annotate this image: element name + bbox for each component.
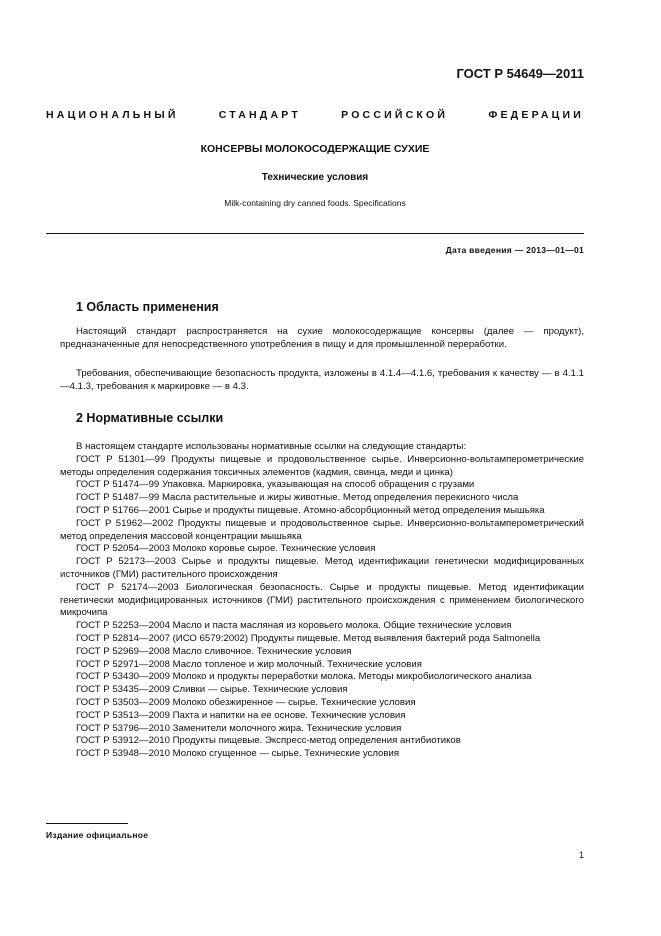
reference-item [60,492,584,505]
reference-code: ГОСТ Р 51962—2002 [76,517,174,529]
reference-title: Молоко коровье сырое. Технические условия [172,543,376,555]
reference-title: Продукты пищевые и продовольственное сырье. Инверсионно-вольтамперометрический метод определения массовой концентрации мышьяка [60,517,584,542]
reference-code: ГОСТ Р 52253—2004 [76,620,170,632]
reference-item [60,710,584,723]
reference-title: Заменители молочного жира. Технические условия [172,722,402,734]
reference-title: Масла растительные и жиры животные. Метод определения перекисного числа [161,492,519,504]
reference-code: ГОСТ Р 53912—2010 [76,735,170,747]
page-number: 1 [578,850,584,860]
reference-title: Упаковка. Маркировка, указывающая на способ обращения с грузами [161,479,475,491]
reference-title: Молоко сгущенное — сырье. Технические условия [172,748,400,760]
reference-item [60,620,584,633]
reference-item [60,735,584,748]
reference-item [60,582,584,620]
reference-title: Масло сливочное. Технические условия [172,645,352,657]
section-1-paragraph-2 [60,368,584,394]
reference-title: Масло топленое и жир молочный. Технические условия [172,658,422,670]
reference-items [60,454,584,761]
reference-title: Сырье и продукты пищевые. Атомно-абсорбционный метод определения мышьяка [172,504,545,516]
national-standard-banner: НАЦИОНАЛЬНЫЙ СТАНДАРТ РОССИЙСКОЙ ФЕДЕРАЦИИ [46,109,584,121]
reference-item [60,518,584,544]
reference-item [60,633,584,646]
header-divider [46,233,584,234]
reference-item [60,646,584,659]
english-title: Milk-containing dry canned foods. Specifications [224,198,406,208]
reference-item [60,505,584,518]
reference-code: ГОСТ Р 52814—2007 [76,632,170,644]
section-1-paragraph-2-text: Требования, обеспечивающие безопасность продукта, изложены в 4.1.4—4.1.6, требования к качеству — в 4.1.1—4.1.3, требования к маркировке — в 4.3. [60,368,584,392]
reference-item [60,697,584,710]
reference-code: ГОСТ Р 53513—2009 [76,709,170,721]
document-title: КОНСЕРВЫ МОЛОКОСОДЕРЖАЩИЕ СУХИЕ [200,143,430,155]
section-1-paragraph-1 [60,326,584,352]
normative-references-list [60,441,584,761]
section-1-paragraph-1-text: Настоящий стандарт распространяется на сухие молокосодержащие консервы (далее — продукт), предназначенные для непосредственного употребления в пищу и для промышленной переработки. [60,326,584,350]
reference-code: ГОСТ Р 53503—2009 [76,696,170,708]
reference-item [60,671,584,684]
reference-title: (ИСО 6579:2002) Продукты пищевые. Метод выявления бактерий рода Salmonella [172,632,541,644]
reference-code: ГОСТ Р 52969—2008 [76,645,170,657]
reference-code: ГОСТ Р 52174—2003 [76,581,179,593]
document-id: ГОСТ Р 54649—2011 [456,66,584,81]
official-edition-label: Издание официальное [46,830,149,840]
reference-code: ГОСТ Р 53430—2009 [76,671,170,683]
reference-item [60,748,584,761]
reference-item [60,454,584,480]
reference-code: ГОСТ Р 51487—99 [76,492,160,504]
reference-title: Сырье и продукты пищевые. Метод идентификации генетически модифицированных источников (ГМИ) растительного происхождения [60,556,585,580]
reference-item [60,723,584,736]
date-of-introduction: Дата введения — 2013—01—01 [445,245,584,255]
reference-code: ГОСТ Р 51474—99 [76,479,160,491]
reference-code: ГОСТ Р 53796—2010 [76,722,170,734]
reference-title: Молоко и продукты переработки молока. Методы микробиологического анализа [172,671,532,683]
reference-code: ГОСТ Р 51301—99 [76,453,166,465]
reference-code: ГОСТ Р 52054—2003 [76,543,170,555]
reference-item [60,543,584,556]
footer-divider [46,823,128,824]
section-1-heading: 1 Область применения [76,300,219,314]
reference-title: Молоко обезжиренное — сырье. Технические условия [172,696,416,708]
reference-item [60,556,584,582]
reference-code: ГОСТ Р 53948—2010 [76,748,170,760]
reference-item [60,479,584,492]
reference-code: ГОСТ Р 52971—2008 [76,658,170,670]
reference-title: Пахта и напитки на ее основе. Технические условия [172,709,406,721]
section-2-heading: 2 Нормативные ссылки [76,411,224,425]
reference-title: Продукты пищевые. Экспресс-метод определения антибиотиков [172,735,461,747]
reference-code: ГОСТ Р 53435—2009 [76,684,170,696]
references-intro [60,441,584,454]
reference-code: ГОСТ Р 51766—2001 [76,504,170,516]
reference-item [60,659,584,672]
reference-code: ГОСТ Р 52173—2003 [76,556,177,568]
reference-title: Биологическая безопасность. Сырье и продукты пищевые. Метод идентификации генетически модифицированных источников (ГМИ) растительного происхождения с применением биологического микрочипа [60,581,584,619]
reference-title: Продукты пищевые и продовольственное сырье. Инверсионно-вольтамперометрические методы определения содержания токсичных элементов (кадмия, свинца, меди и цинка) [60,453,585,478]
document-subtitle: Технические условия [261,172,369,183]
reference-item [60,684,584,697]
reference-title: Сливки — сырье. Технические условия [172,684,348,696]
reference-title: Масло и паста масляная из коровьего молока. Общие технические условия [172,620,512,632]
references-intro-text: В настоящем стандарте использованы нормативные ссылки на следующие стандарты: [76,441,467,452]
